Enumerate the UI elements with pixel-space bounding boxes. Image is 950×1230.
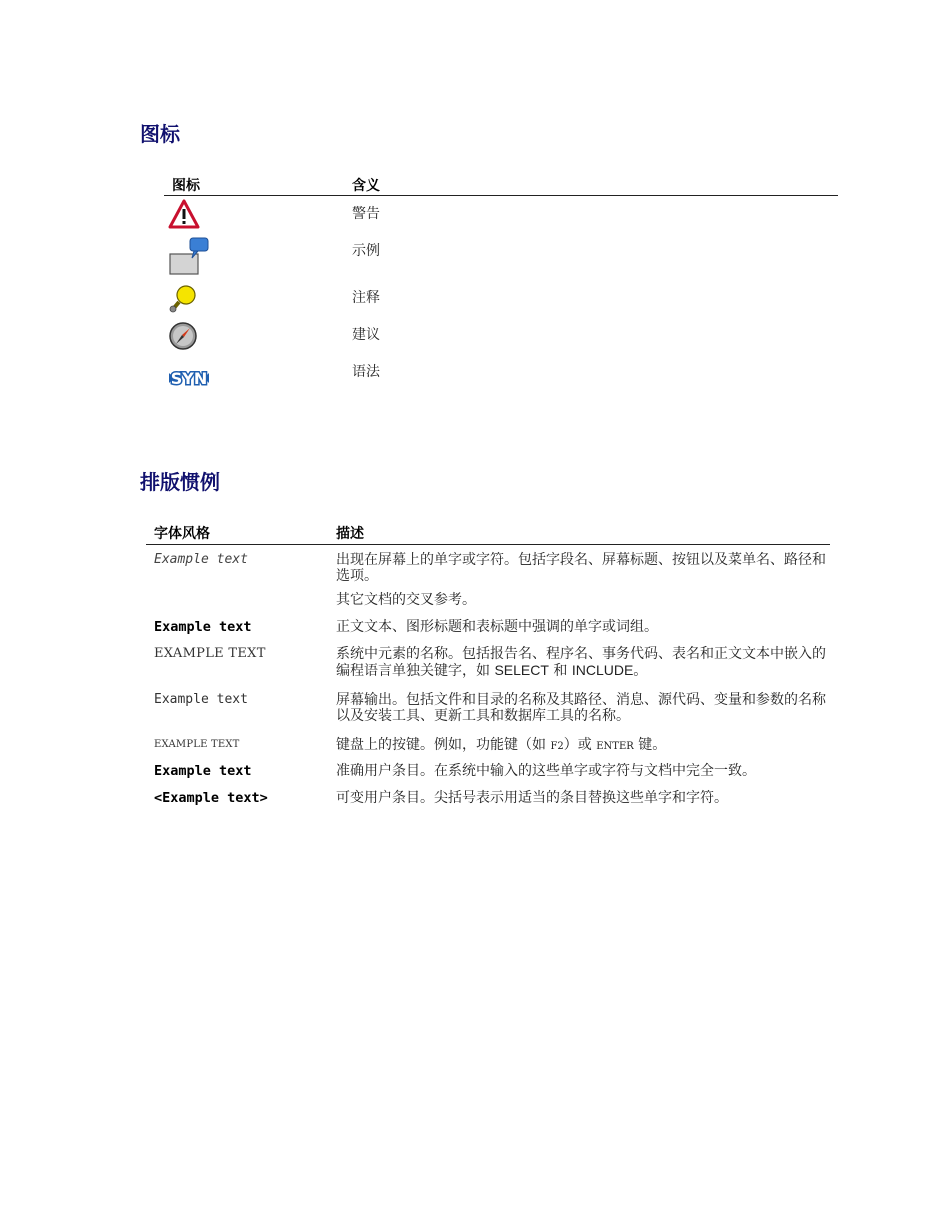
meaning-recommendation: 建议 [352, 327, 380, 343]
col-header-description: 描述 [336, 526, 364, 542]
meaning-warning: 警告 [352, 206, 380, 222]
table-header-rule [146, 544, 830, 545]
style-desc: 正文文本、图形标题和表标题中强调的单字或词组。 [336, 619, 658, 635]
style-sample-small-caps: EXAMPLE TEXT [154, 739, 240, 750]
table-header-rule [164, 195, 838, 196]
style-desc: 屏幕输出。包括文件和目录的名称及其路径、消息、源代码、变量和参数的名称以及安装工具、更新工具和数据库工具的名称。 [336, 692, 826, 724]
style-sample-caps: EXAMPLE TEXT [154, 646, 266, 661]
icons-section-title: 图标 [140, 122, 180, 146]
example-icon [168, 236, 212, 282]
syntax-icon [168, 364, 210, 396]
col-header-meaning: 含义 [352, 178, 380, 194]
warning-icon [168, 199, 200, 233]
style-sample-mono: Example text [154, 692, 248, 707]
style-desc: 准确用户条目。在系统中输入的这些单字或字符与文档中完全一致。 [336, 763, 756, 779]
meaning-example: 示例 [352, 243, 380, 259]
col-header-style: 字体风格 [154, 526, 210, 542]
style-sample-bold-entry: Example text [154, 763, 252, 779]
style-desc: 可变用户条目。尖括号表示用适当的条目替换这些单字和字符。 [336, 790, 728, 806]
svg-text:SYN: SYN [170, 369, 208, 388]
style-desc: 系统中元素的名称。包括报告名、程序名、事务代码、表名和正文文本中嵌入的编程语言单独关键字，如 SELECT 和 INCLUDE。 [336, 646, 826, 679]
col-header-icon: 图标 [172, 178, 200, 194]
style-desc: 出现在屏幕上的单字或字符。包括字段名、屏幕标题、按钮以及菜单名、路径和选项。 [336, 552, 826, 584]
style-sample-bold: Example text [154, 619, 252, 635]
style-sample-variable-entry: <Example text> [154, 790, 268, 806]
meaning-syntax: 语法 [352, 364, 380, 380]
style-sample-italic: Example text [154, 552, 248, 567]
recommendation-icon [168, 320, 200, 356]
style-desc-extra: 其它文档的交叉参考。 [336, 592, 476, 608]
conventions-section-title: 排版惯例 [140, 470, 220, 494]
note-icon [168, 283, 200, 319]
style-desc: 键盘上的按键。例如，功能键（如 F2）或 ENTER 键。 [336, 737, 667, 753]
meaning-note: 注释 [352, 290, 380, 306]
